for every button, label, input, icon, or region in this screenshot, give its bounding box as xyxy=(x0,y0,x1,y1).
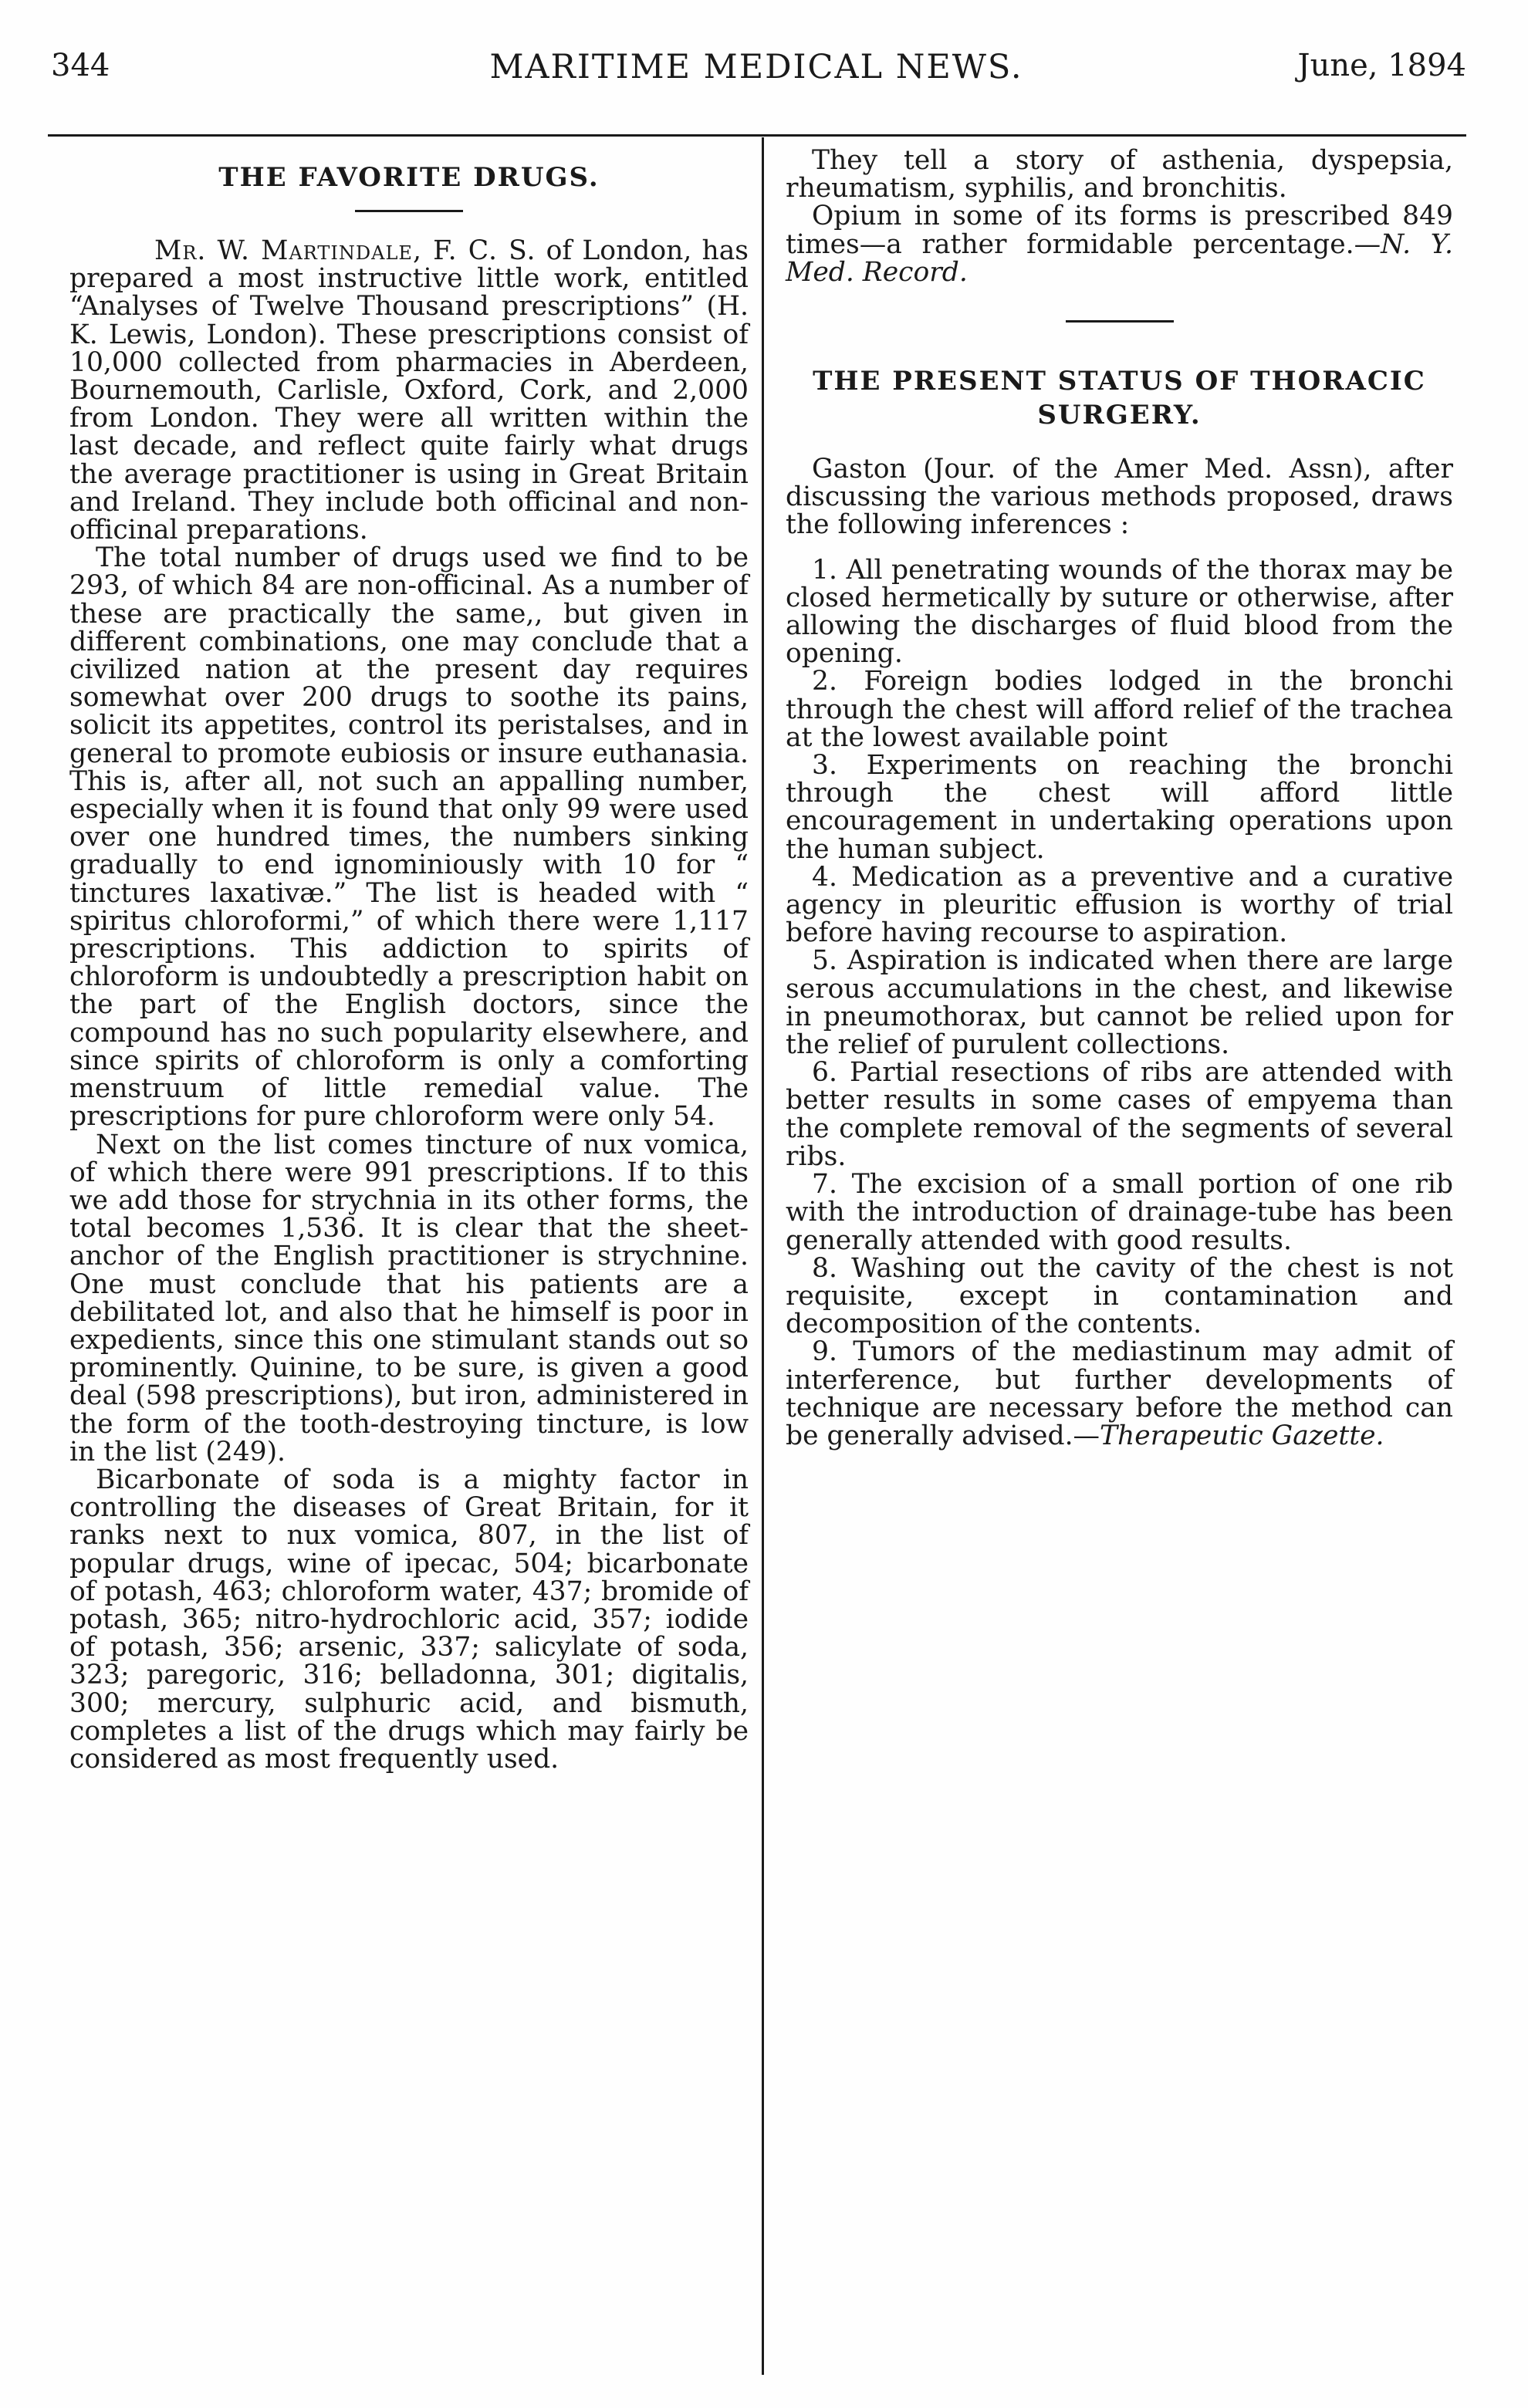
journal-title: MARITIME MEDICAL NEWS. xyxy=(489,48,1023,86)
inference-item xyxy=(786,1338,1453,1450)
article-paragraph: Bicarbonate of soda is a mighty factor in controlling the diseases of Great Britain, for it ranks next to nux vomica, 807, in the list of popular drugs, wine of ipecac, 504; bicarbonate of potash, 463; chloroform water, 437; bromide of potash, 365; nitro-hydrochloric acid, 357; iodide of potash, 356; arsenic, 337; salicylate of soda, 323; paregoric, 316; belladonna, 301; digitalis, 300; mercury, sulphuric acid, and bismuth, completes a list of the drugs which may fairly be considered as most frequently used. xyxy=(69,1464,749,1775)
inference-item: 2. Foreign bodies lodged in the bronchi through the chest will afford relief of the trachea at the lowest available point xyxy=(786,666,1453,753)
inference-item: 1. All penetrating wounds of the thorax may be closed hermetically by suture or otherwise, after allowing the discharges of fluid blood from the opening. xyxy=(786,554,1453,670)
inference-item: 3. Experiments on reaching the bronchi through the chest will afford little encouragement in undertaking operations upon the human subject. xyxy=(786,750,1453,865)
inference-item: 7. The excision of a small portion of one rib with the introduction of drainage-tube has been generally attended with good results. xyxy=(786,1169,1453,1256)
article-title-thoracic-surgery: THE PRESENT STATUS OF THORACIC SURGERY. xyxy=(813,366,1426,431)
article-separator xyxy=(1066,320,1174,323)
paragraph-text: of London, has prepared a most instructive little work, entitled “Analyses of Twelve Thousand prescriptions” (H. K. Lewis, London). These prescriptions consist of 10,000 collected from pharmacies in Aberdeen, Bournemouth, Carlisle, Oxford, Cork, and 2,000 from London. They were all written within the last decade, and reflect quite fairly what drugs the average practitioner is using in Great Britain and Ireland. They include both officinal and non-officinal preparations. xyxy=(69,235,749,546)
inference-item: 6. Partial resections of ribs are attended with better results in some cases of empyema than the complete removal of the segments of several ribs. xyxy=(786,1057,1453,1172)
paragraph-text: Opium in some of its forms is prescribed 849 times—a rather formidable percentage.— xyxy=(786,201,1453,260)
article-title-favorite-drugs: THE FAVORITE DRUGS. xyxy=(218,162,600,193)
page-header xyxy=(46,48,1466,102)
spacer xyxy=(786,432,1453,455)
article-paragraph: Next on the list comes tincture of nux vomica, of which there were 991 prescriptions. If to this we add those for strychnia in its other forms, the total becomes 1,536. It is clear that the sheet-anchor of the English practitioner is strychnine. One must conclude that his patients are a debilitated lot, and also that he himself is poor in expedients, since this one stimulant stands out so prominently. Quinine, to be sure, is given a good deal (598 prescriptions), but iron, administered in the form of the tooth-destroying tincture, is low in the list (249). xyxy=(69,1129,749,1467)
article-intro: Gaston (Jour. of the Amer Med. Assn), after discussing the various methods proposed, draws the following inferences : xyxy=(786,454,1453,541)
column-divider xyxy=(762,137,764,2375)
spacer xyxy=(786,539,1453,556)
article-paragraph xyxy=(69,237,749,544)
inference-item: 8. Washing out the cavity of the chest is not requisite, except in contamination and decomposition of the contents. xyxy=(786,1252,1453,1340)
article-paragraph: The total number of drugs used we find to be 293, of which 84 are non-officinal. As a number of these are practically the same,, but given in different combinations, one may conclude that a civilized nation at the present day requires somewhat over 200 drugs to soothe its pains, solicit its appetites, control its peristalses, and in general to promote eubiosis or insure euthanasia. This is, after all, not such an appalling number, especially when it is found that only 99 were used over one hundred times, the numbers sinking gradually to end ignominiously with 10 for “ tinctures laxativæ.” The list is headed with “ spiritus chloroformi,” of which there were 1,117 prescriptions. This addiction to spirits of chloroform is undoubtedly a prescription habit on the part of the English doctors, since the compound has no such popularity elsewhere, and since spirits of chloroform is only a comforting menstruum of little remedial value. The prescriptions for pure chloroform were only 54. xyxy=(69,542,749,1133)
inference-item: 4. Medication as a preventive and a curative agency in pleuritic effusion is worthy of trial before having recourse to aspiration. xyxy=(786,861,1453,949)
source-citation: N. Y. Med. Record. xyxy=(786,228,1453,288)
header-rule xyxy=(48,134,1466,137)
title-rule xyxy=(355,210,463,212)
article-paragraph: They tell a story of asthenia, dyspepsia, rheumatism, syphilis, and bronchitis. xyxy=(786,145,1453,204)
issue-date: June, 1894 xyxy=(1297,48,1466,83)
right-column xyxy=(786,147,1453,1450)
left-column xyxy=(69,147,749,1773)
source-citation: Therapeutic Gazette. xyxy=(1100,1420,1384,1451)
page-number: 344 xyxy=(51,48,110,83)
paragraph-text: 9. Tumors of the mediastinum may admit of interference, but further developments of technique are necessary before the method can be generally advised.— xyxy=(786,1336,1453,1451)
article-paragraph xyxy=(786,202,1453,286)
inference-item: 5. Aspiration is indicated when there are large serous accumulations in the chest, and likewise in pneumothorax, but cannot be relied upon for the relief of purulent collections. xyxy=(786,945,1453,1061)
author-name: Mr. W. Martindale, F. C. S. xyxy=(154,235,536,266)
